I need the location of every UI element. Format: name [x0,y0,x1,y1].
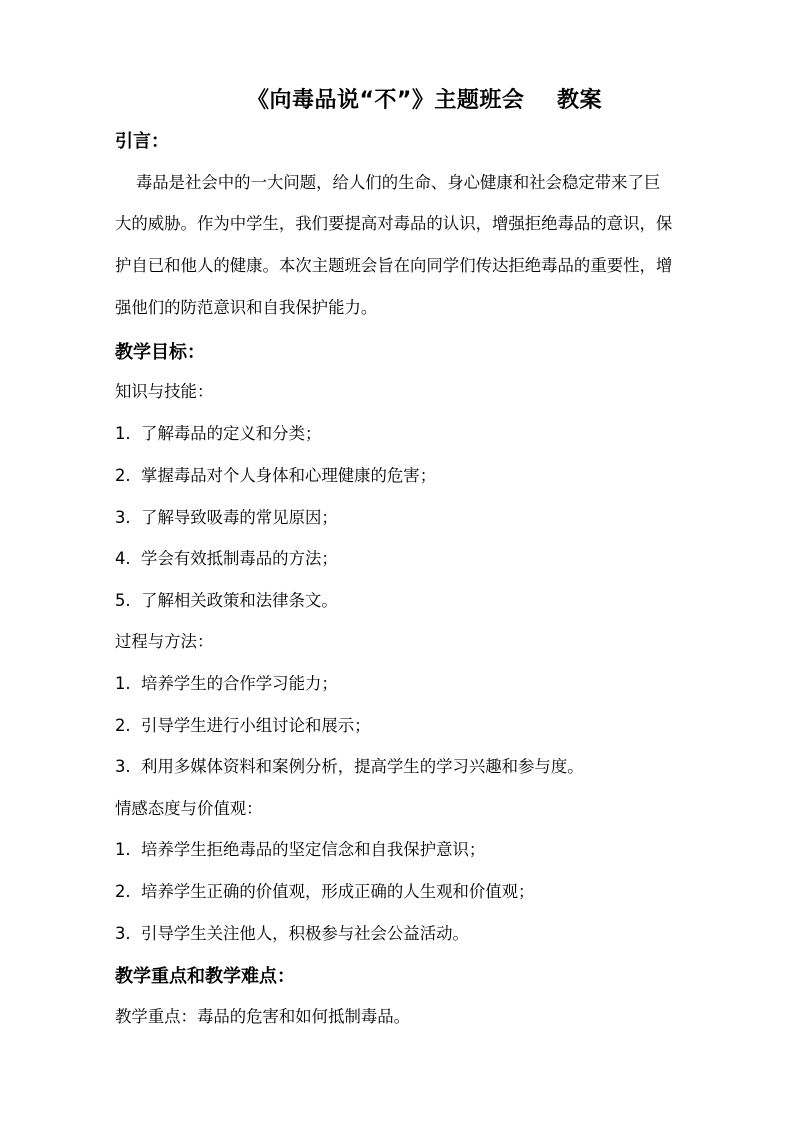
emotion-label: 情感态度与价值观： [115,799,263,818]
document-title: 《向毒品说“不”》主题班会 教案 [246,88,603,113]
process-item: 3. 利用多媒体资料和案例分析，提高学生的学习兴趣和参与度。 [115,757,584,776]
knowledge-item: 3. 了解导致吸毒的常见原因； [115,508,338,527]
emotion-item: 2. 培养学生正确的价值观，形成正确的人生观和价值观； [115,882,535,901]
knowledge-label: 知识与技能： [115,382,214,401]
objectives-heading: 教学目标： [115,342,205,363]
key-points-heading: 教学重点和教学难点： [115,966,295,987]
emotion-item: 3. 引导学生关注他人，积极参与社会公益活动。 [115,924,469,943]
process-label: 过程与方法： [115,632,214,651]
knowledge-item: 1. 了解毒品的定义和分类； [115,424,322,443]
emotion-item: 1. 培养学生拒绝毒品的坚定信念和自我保护意识； [115,840,486,859]
process-item: 1. 培养学生的合作学习能力； [115,674,338,693]
intro-line-2: 大的威胁。作为中学生，我们要提高对毒品的认识，增强拒绝毒品的意识，保 [115,214,673,233]
key-points-focus: 教学重点：毒品的危害和如何抵制毒品。 [115,1007,411,1026]
intro-line-3: 护自已和他人的健康。本次主题班会旨在向同学们传达拒绝毒品的重要性，增 [115,256,673,275]
knowledge-item: 2. 掌握毒品对个人身体和心理健康的危害； [115,466,437,485]
knowledge-item: 4. 学会有效抵制毒品的方法； [115,549,338,568]
knowledge-item: 5. 了解相关政策和法律条文。 [115,591,338,610]
process-item: 2. 引导学生进行小组讨论和展示； [115,716,371,735]
intro-heading: 引言： [115,131,169,152]
intro-line-1: 毒品是社会中的一大问题，给人们的生命、身心健康和社会稳定带来了巨 [115,173,661,192]
intro-line-4: 强他们的防范意识和自我保护能力。 [115,298,378,317]
